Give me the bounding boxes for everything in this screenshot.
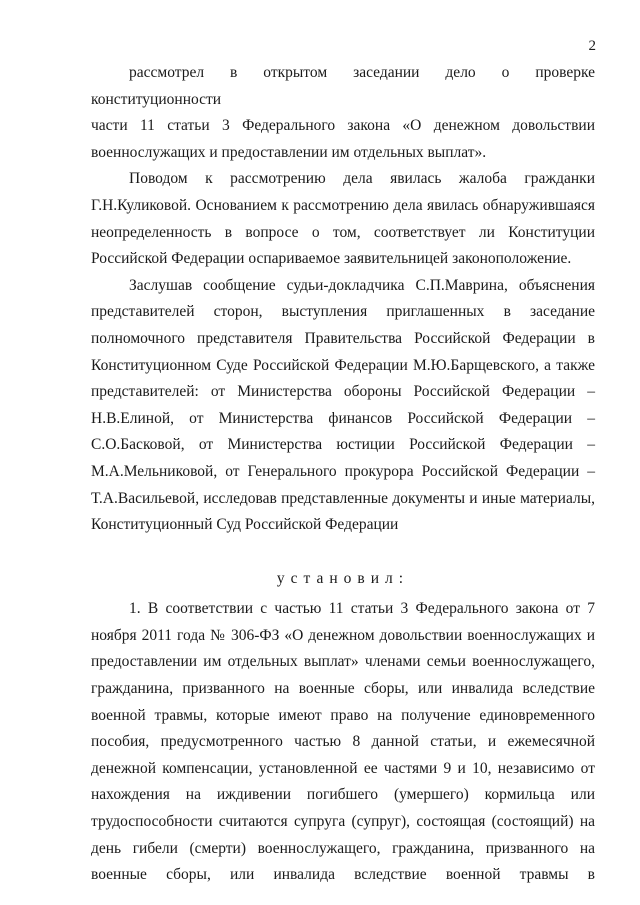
section-heading: установил:	[276, 569, 410, 587]
page-number: 2	[588, 38, 596, 54]
text-line: нахождения на иждивении погибшего (умершего) кормильца или	[91, 786, 595, 804]
text-line: день гибели (смерти) военнослужащего, гражданина, призванного на	[91, 839, 595, 857]
text-line: Конституционный Суд Российской Федерации	[91, 516, 399, 534]
text-line: трудоспособности считаются супруга (супруг), состоящая (состоящий) на	[91, 813, 595, 831]
text-line: представителей сторон, выступления приглашенных в заседание	[91, 303, 595, 321]
text-line: денежной компенсации, установленной ее частями 9 и 10, независимо от	[91, 759, 595, 777]
text-line: части 11 статьи 3 Федерального закона «О денежном довольствии	[91, 117, 595, 135]
text-line: С.О.Басковой, от Министерства юстиции Российской Федерации –	[91, 436, 595, 454]
paragraph-3	[91, 273, 595, 539]
text-line: Г.Н.Куликовой. Основанием к рассмотрению дела явилась обнаружившаяся	[91, 196, 595, 214]
text-line: представителей: от Министерства обороны Российской Федерации –	[91, 383, 595, 401]
paragraph-2	[91, 166, 595, 272]
text-line: Конституционном Суде Российской Федерации М.Ю.Барщевского, а также	[91, 356, 595, 374]
text-line: Заслушав сообщение судьи-докладчика С.П.Маврина, объяснения	[129, 276, 595, 294]
text-line: пособия, предусмотренного частью 8 данной статьи, и ежемесячной	[91, 733, 595, 751]
text-line: ноября 2011 года № 306-ФЗ «О денежном довольствии военнослужащих и	[91, 626, 595, 644]
text-line: полномочного представителя Правительства Российской Федерации в	[91, 329, 595, 347]
text-line: военной травмы, которые имеют право на получение единовременного	[91, 706, 595, 724]
text-line: Поводом к рассмотрению дела явилась жалоба гражданки	[129, 170, 595, 188]
document-body	[91, 60, 595, 889]
text-line: предоставлении им отдельных выплат» членами семьи военнослужащего,	[91, 653, 595, 671]
text-line: Т.А.Васильевой, исследовав представленные документы и иные материалы,	[91, 489, 595, 507]
text-line: неопределенность в вопросе о том, соответствует ли Конституции	[91, 223, 595, 241]
text-line: гражданина, призванного на военные сборы, или инвалида вследствие	[91, 680, 595, 698]
text-line: военнослужащих и предоставлении им отдельных выплат».	[91, 143, 487, 161]
paragraph-4	[91, 596, 595, 889]
text-line: Н.В.Елиной, от Министерства финансов Российской Федерации –	[91, 409, 595, 427]
text-line: рассмотрел в открытом заседании дело о проверке конституционности	[91, 64, 595, 108]
text-line: военные сборы, или инвалида вследствие военной травмы в	[91, 866, 595, 884]
text-line: М.А.Мельниковой, от Генерального прокурора Российской Федерации –	[91, 462, 595, 480]
text-line: 1. В соответствии с частью 11 статьи 3 Федерального закона от 7	[129, 600, 595, 618]
paragraph-1	[91, 60, 595, 166]
text-line: Российской Федерации оспариваемое заявительницей законоположение.	[91, 250, 572, 268]
